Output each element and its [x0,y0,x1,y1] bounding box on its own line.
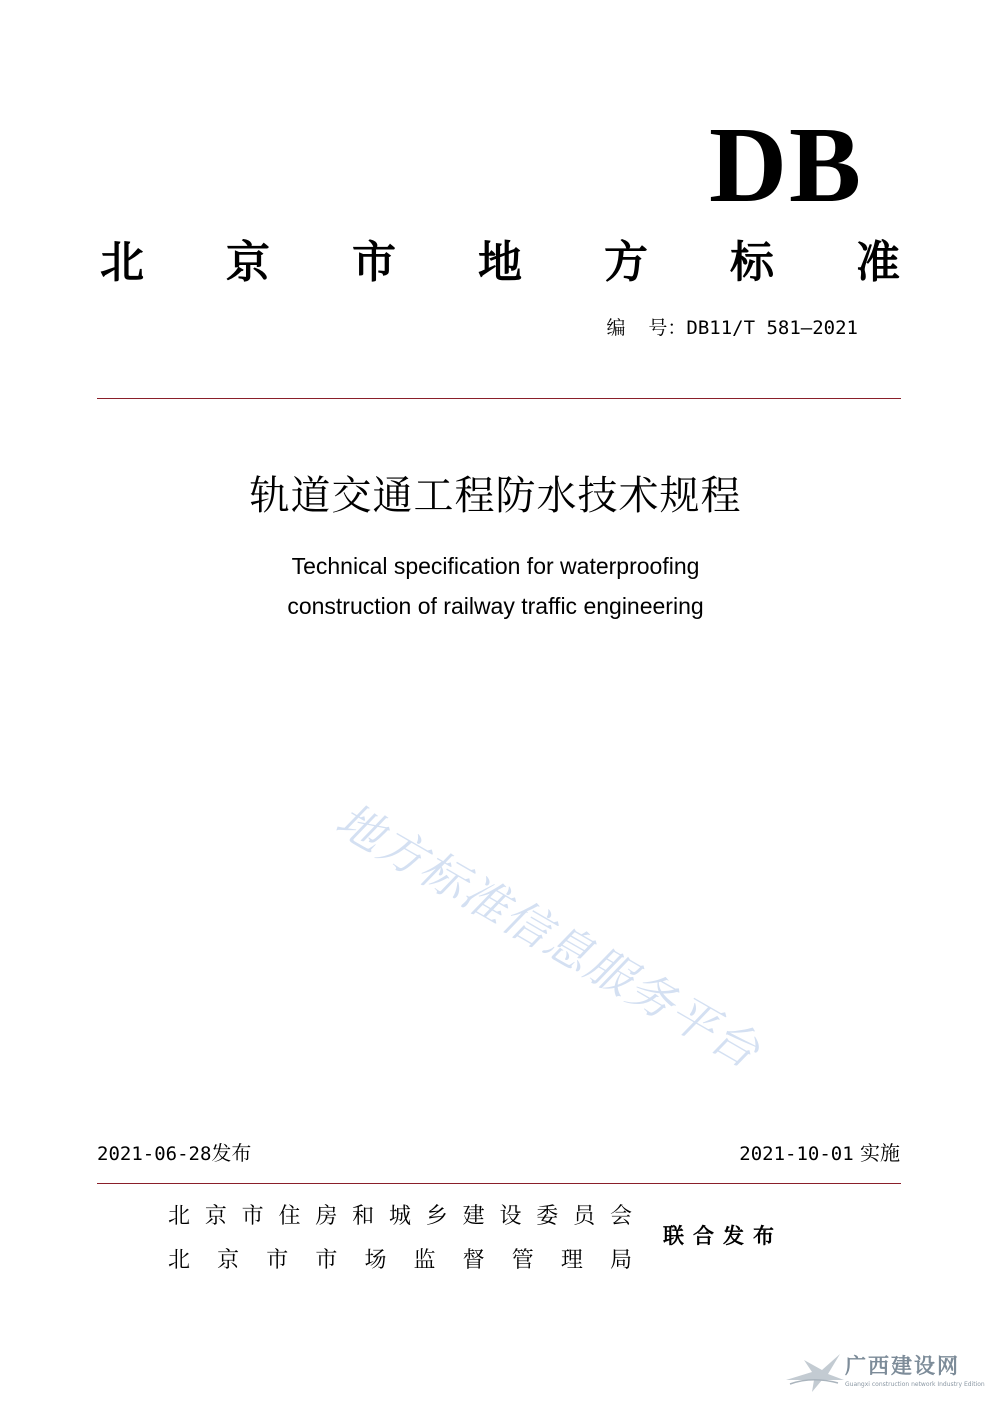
issuer-char: 城 [388,1204,411,1229]
issuer-char: 和 [352,1204,375,1229]
standard-type-char: 准 [856,237,900,288]
issuer-char: 设 [499,1204,522,1229]
standard-code [607,316,858,340]
implementation-date [739,1140,900,1167]
issuer-char: 京 [217,1248,240,1273]
document-title-cn: 轨道交通工程防水技术规程 [249,473,742,519]
issuer-char: 北 [168,1248,191,1273]
standard-type-char: 京 [226,237,270,288]
issuer-char: 场 [364,1248,387,1273]
top-divider [97,398,901,399]
standard-type-char: 方 [604,237,648,288]
site-logo-name: 广西建设网 [845,1353,960,1378]
watermark-text: 地方标准信息服务平台 [327,792,770,1079]
issuer-char: 管 [511,1248,534,1273]
bottom-divider [97,1183,901,1184]
standard-type-char: 市 [352,237,396,288]
standard-type-char: 标 [730,237,774,288]
db-mark: DB [708,106,863,225]
issuer-char: 北 [168,1204,191,1229]
site-logo-subtitle: Guangxi construction network Industry Edition [845,1381,985,1388]
issuer-char: 会 [609,1204,632,1229]
issuer-char: 市 [315,1248,338,1273]
issuer-char: 局 [609,1248,632,1273]
issuer-char: 住 [278,1204,301,1229]
standard-type [100,238,900,288]
issuer-char: 市 [266,1248,289,1273]
impl-date-value: 2021-10-01 [739,1143,854,1165]
issuer-char: 理 [560,1248,583,1273]
issue-date [97,1140,251,1167]
issue-date-label: 发布 [211,1141,252,1165]
issuer-char: 乡 [425,1204,448,1229]
document-title-en [0,546,991,626]
issuer-char: 监 [413,1248,436,1273]
issuer-market-regulation [168,1246,632,1276]
impl-date-label: 实施 [860,1141,900,1165]
standard-code-label: 编 号： [606,317,687,339]
issuer-char: 督 [462,1248,485,1273]
standard-type-char: 地 [478,237,522,288]
standard-code-value: DB11/T 581—2021 [686,317,858,339]
issuer-char: 员 [573,1204,596,1229]
issuer-char: 市 [241,1204,264,1229]
issuer-char: 房 [315,1204,338,1229]
issuer-char: 建 [462,1204,485,1229]
title-en-line1: Technical specification for waterproofing [291,553,700,579]
issue-date-value: 2021-06-28 [97,1143,212,1165]
issuer-char: 委 [536,1204,559,1229]
title-en-line2: construction of railway traffic engineering [287,593,704,619]
issuer-housing-commission [168,1202,632,1232]
standard-type-char: 北 [100,237,144,288]
joint-issue-label: 联合发布 [663,1224,783,1248]
issuer-char: 京 [204,1204,227,1229]
